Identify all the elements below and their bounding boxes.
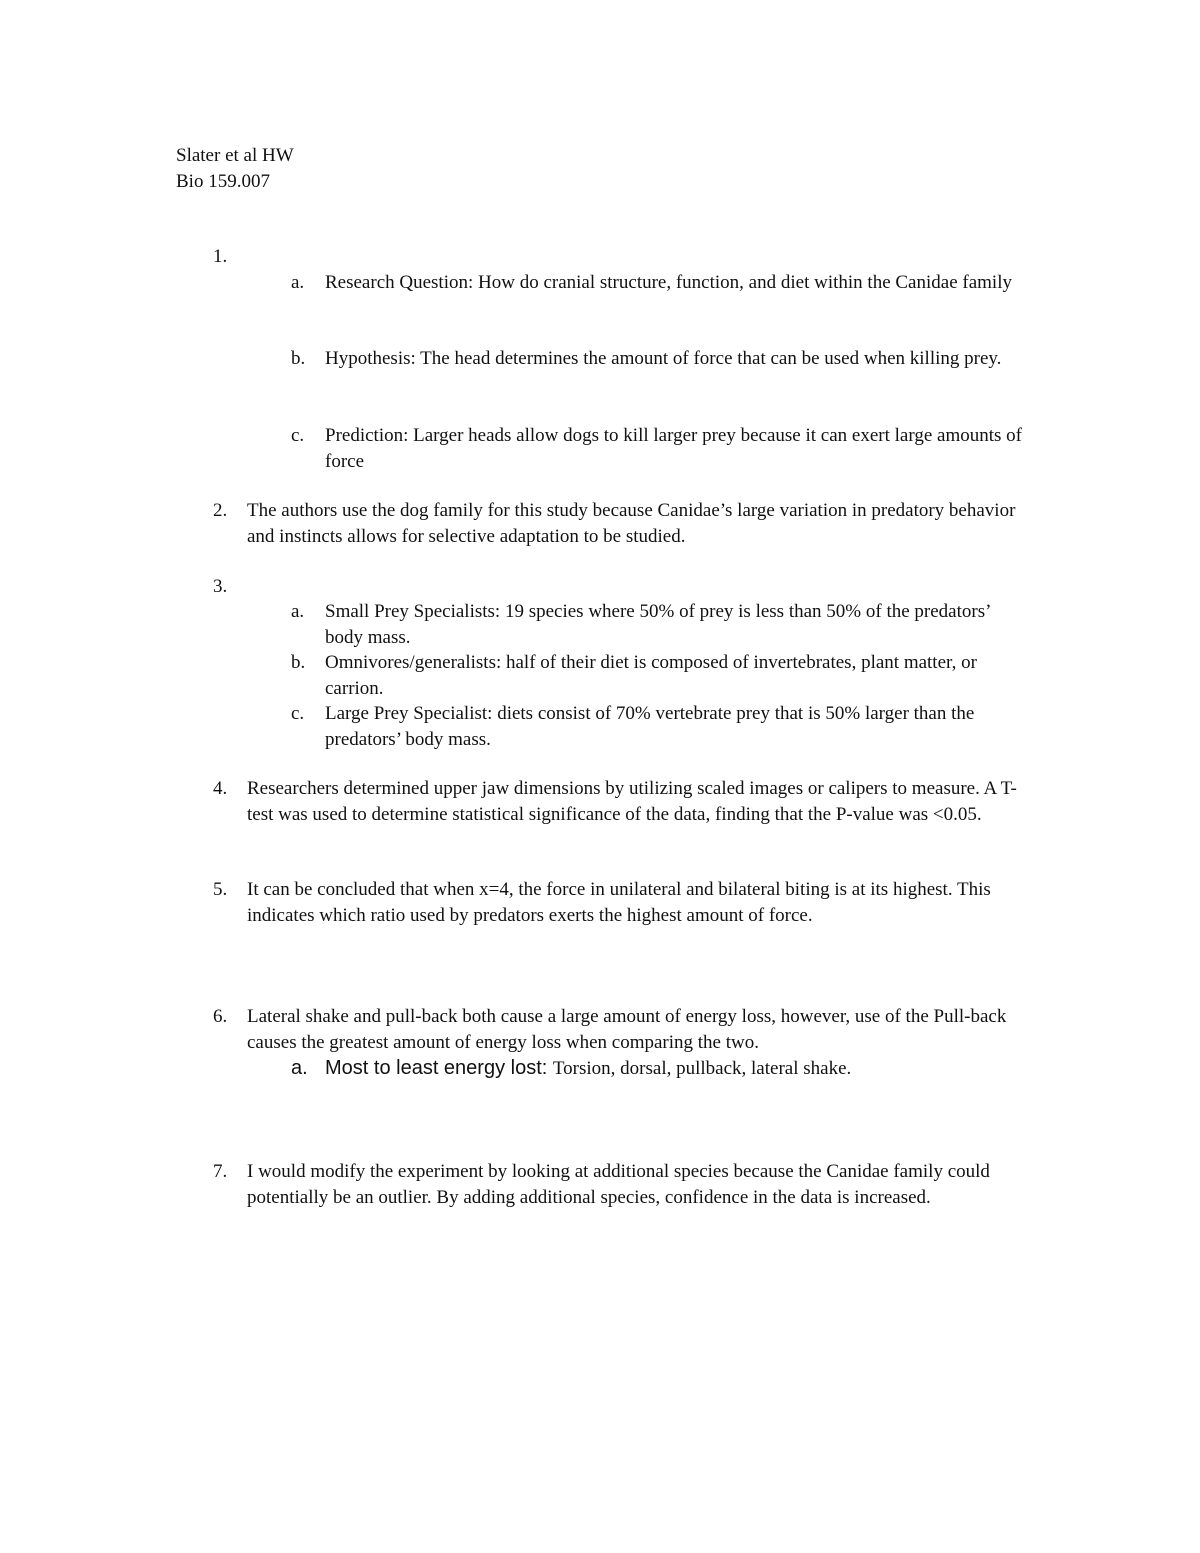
question-number: 5.	[213, 879, 228, 900]
question-5-text: It can be concluded that when x=4, the force in unilateral and bilateral biting is at its highest. This indicates which ratio used by predators exerts the highest amount of force.	[247, 879, 991, 926]
document-title: Slater et al HW	[176, 145, 294, 166]
question-number: 1.	[213, 246, 228, 267]
research-question-text: Research Question: How do cranial structure, function, and diet within the Canidae family	[325, 272, 1012, 293]
question-7-text: I would modify the experiment by looking at additional species because the Canidae family could potentially be an outlier. By adding additional species, confidence in the data is increased.	[247, 1161, 990, 1208]
course-code: Bio 159.007	[176, 171, 270, 192]
question-number: 6.	[213, 1006, 228, 1027]
energy-lost-order-text: Torsion, dorsal, pullback, lateral shake.	[552, 1058, 852, 1079]
omnivores-generalists-text: Omnivores/generalists: half of their diet is composed of invertebrates, plant matter, or carrion.	[325, 652, 977, 699]
subitem-letter: c.	[291, 703, 305, 724]
prediction-text: Prediction: Larger heads allow dogs to kill larger prey because it can exert large amounts of force	[325, 425, 1022, 472]
question-4-text: Researchers determined upper jaw dimensions by utilizing scaled images or calipers to measure. A T-test was used to determine statistical significance of the data, finding that the P-value was <0.05.	[247, 778, 1017, 825]
question-number: 4.	[213, 778, 228, 799]
question-2-text: The authors use the dog family for this study because Canidae’s large variation in predatory behavior and instincts allows for selective adaptation to be studied.	[247, 500, 1016, 547]
subitem-letter: b.	[291, 652, 306, 673]
subitem-letter: b.	[291, 348, 306, 369]
subitem-letter: a.	[291, 272, 305, 293]
hypothesis-text: Hypothesis: The head determines the amount of force that can be used when killing prey.	[325, 348, 1002, 369]
subitem-letter: c.	[291, 425, 305, 446]
question-6-text: Lateral shake and pull-back both cause a large amount of energy loss, however, use of the Pull-back causes the greatest amount of energy loss when comparing the two.	[247, 1006, 1007, 1053]
subitem-letter: a.	[291, 1057, 308, 1079]
energy-lost-label: Most to least energy lost:	[325, 1057, 553, 1079]
small-prey-specialists-text: Small Prey Specialists: 19 species where 50% of prey is less than 50% of the predators’ body mass.	[325, 601, 991, 648]
question-number: 3.	[213, 576, 228, 597]
large-prey-specialist-text: Large Prey Specialist: diets consist of 70% vertebrate prey that is 50% larger than the predators’ body mass.	[325, 703, 975, 750]
question-number: 7.	[213, 1161, 228, 1182]
subitem-letter: a.	[291, 601, 305, 622]
question-number: 2.	[213, 500, 228, 521]
